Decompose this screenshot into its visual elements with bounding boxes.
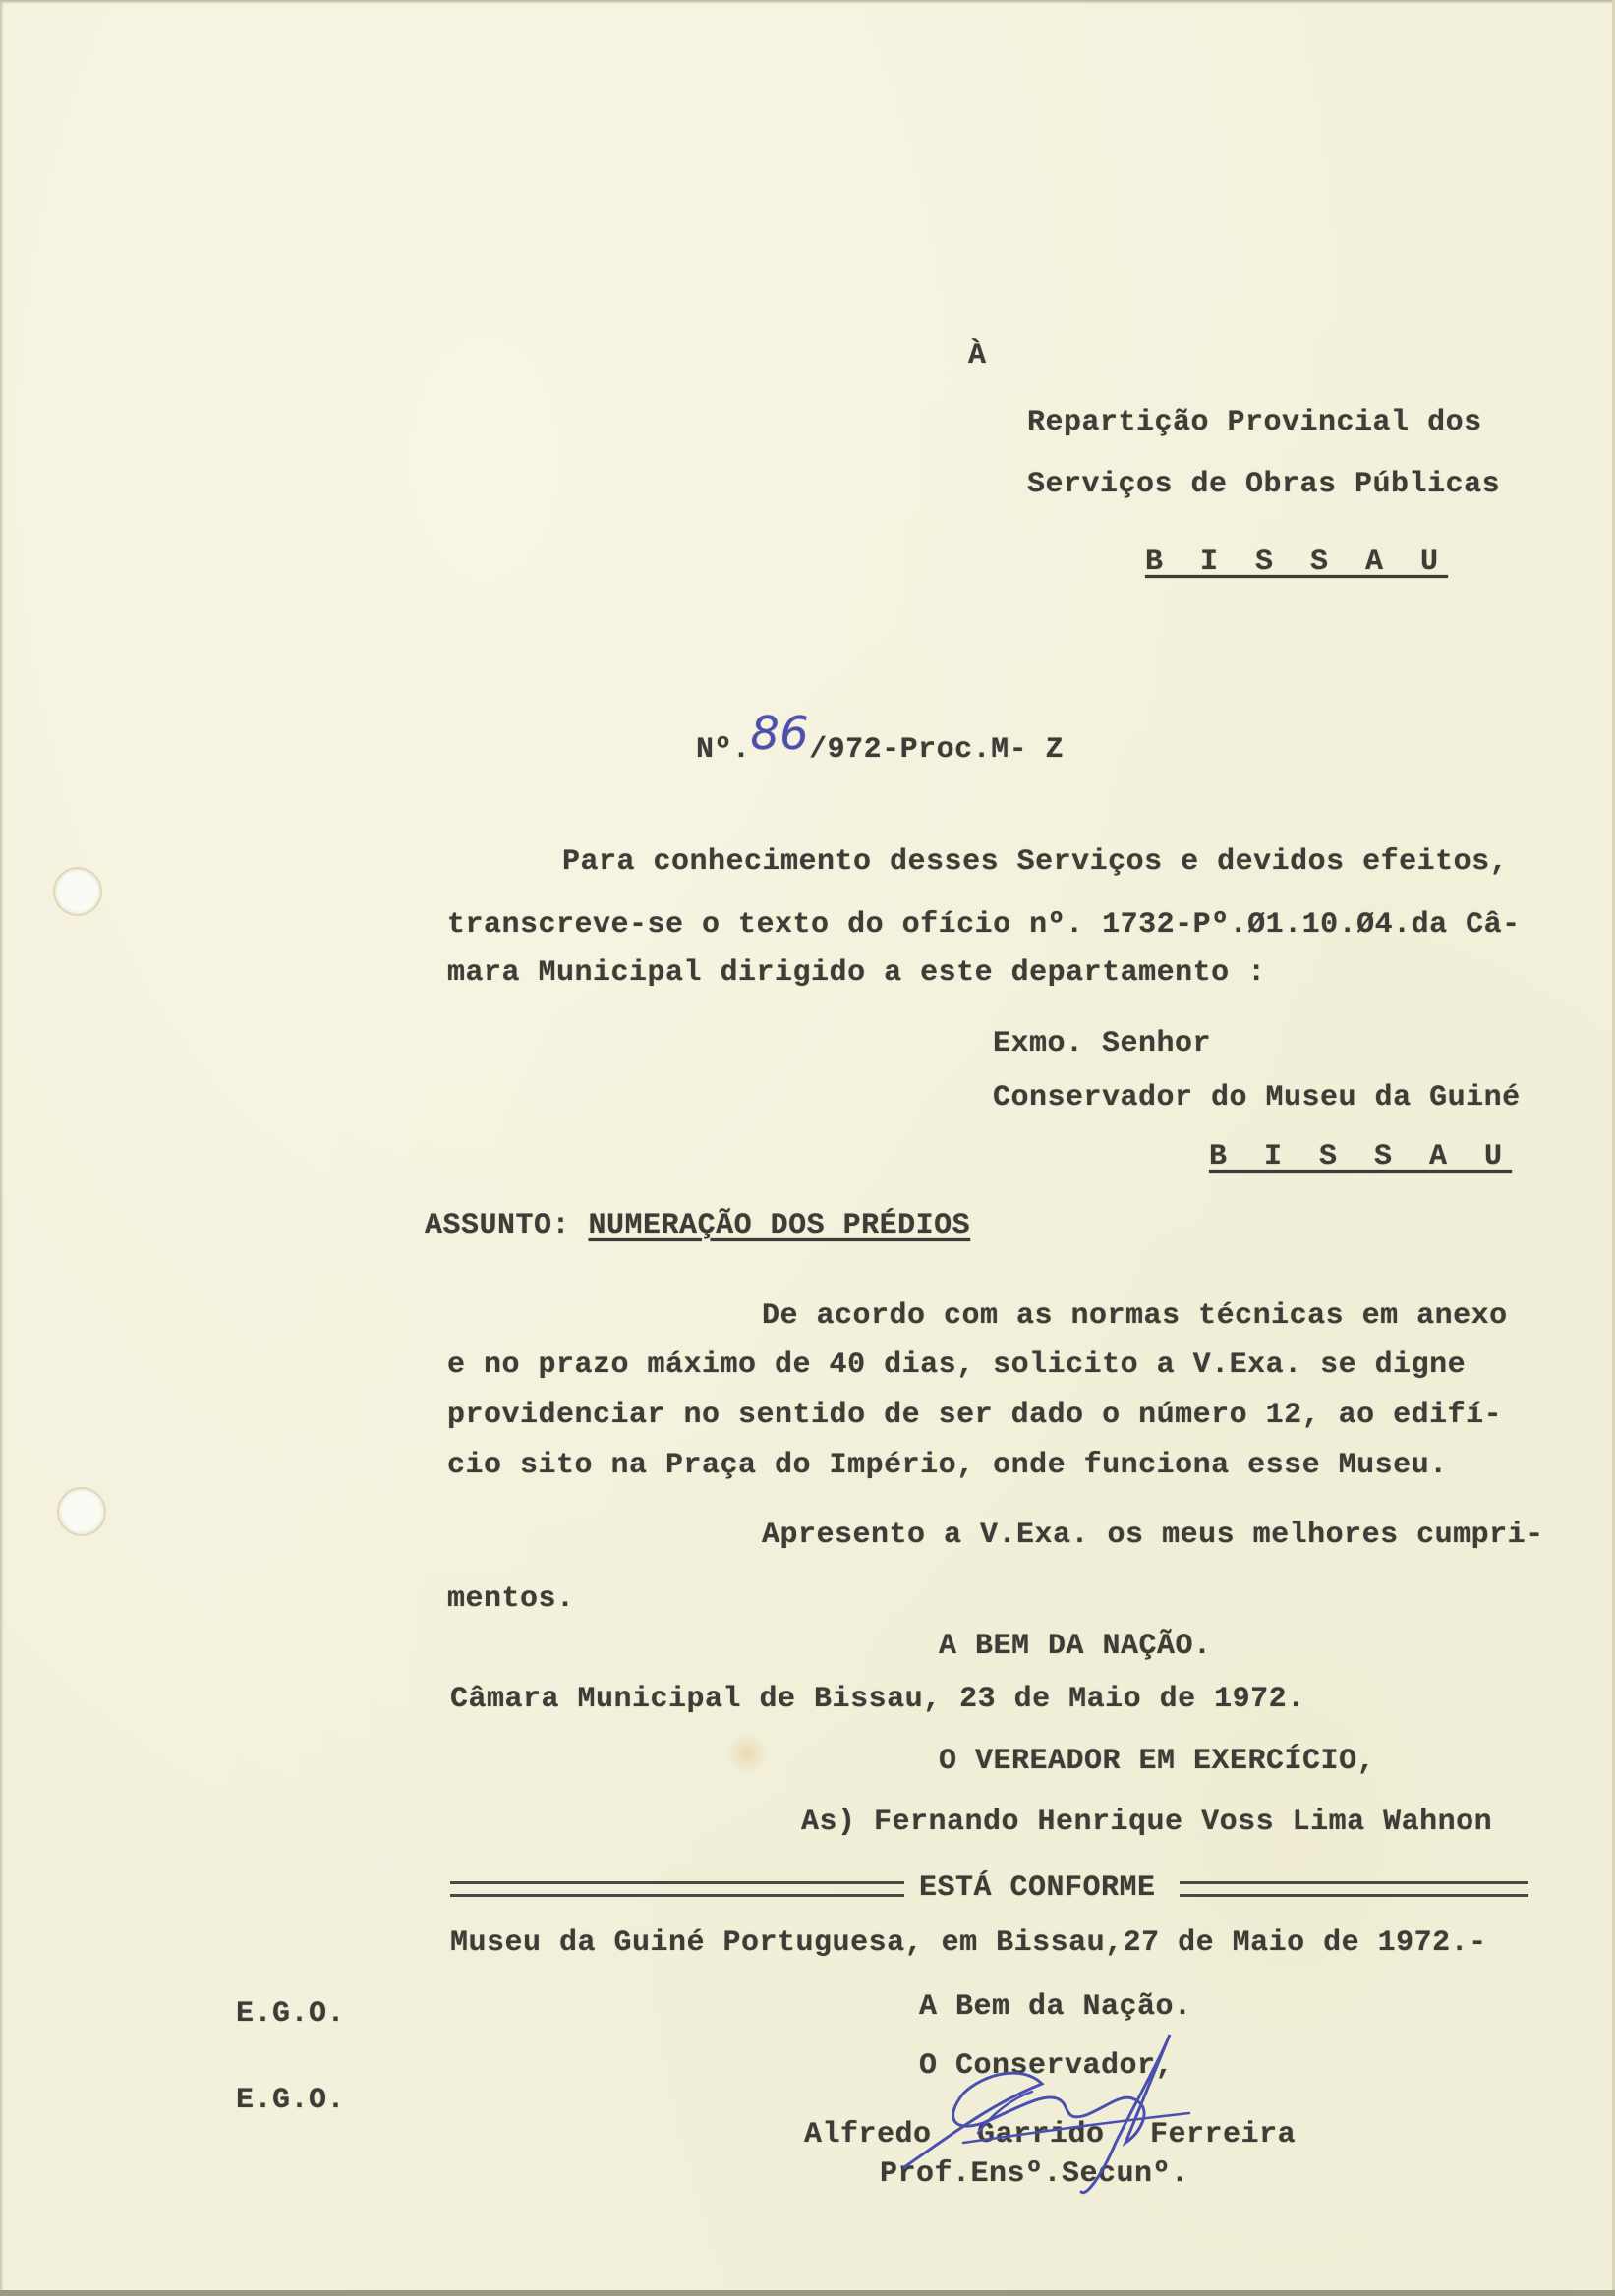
closing-line-2: mentos.: [447, 1582, 575, 1616]
subject-line: [425, 1209, 970, 1242]
addressee-line-1: Repartição Provincial dos: [1027, 406, 1482, 439]
councillor-name: As) Fernando Henrique Voss Lima Wahnon: [801, 1806, 1493, 1839]
margin-note-1: E.G.O.: [236, 1997, 346, 2031]
handwritten-signature: [845, 1995, 1258, 2202]
salutation: Exmo. Senhor: [993, 1027, 1212, 1061]
intro-line-2: transcreve-se o texto do ofício nº. 1732-Pº.Ø1.10.Ø4.da Câ-: [447, 908, 1521, 942]
page-edge-left: [0, 0, 4, 2296]
page-edge-top: [0, 0, 1615, 4]
council-place-date: Câmara Municipal de Bissau, 23 de Maio de 1972.: [450, 1683, 1305, 1716]
closing-line-1: Apresento a V.Exa. os meus melhores cumpri-: [762, 1519, 1544, 1552]
reference-number: [696, 707, 1065, 767]
body-line-4: cio sito na Praça do Império, onde funciona esse Museu.: [447, 1449, 1448, 1482]
certification-rule-left: [450, 1881, 904, 1897]
reference-prefix: Nº.: [696, 733, 751, 767]
museum-place-date: Museu da Guiné Portuguesa, em Bissau,27 de Maio de 1972.-: [450, 1926, 1487, 1960]
margin-note-2: E.G.O.: [236, 2084, 346, 2117]
certification-rule-right: [1180, 1881, 1528, 1897]
body-line-2: e no prazo máximo de 40 dias, solicito a V.Exa. se digne: [447, 1349, 1467, 1382]
addressee-line-2: Serviços de Obras Públicas: [1027, 468, 1501, 501]
addressee-city: B I S S A U: [1145, 545, 1449, 579]
conservator-title: O Conservador,: [919, 2049, 1175, 2083]
certification-label: ESTÁ CONFORME: [919, 1871, 1156, 1905]
body-line-1: De acordo com as normas técnicas em anexo: [762, 1299, 1508, 1333]
addressee-prefix: À: [968, 339, 987, 373]
page-edge-bottom: [0, 2290, 1615, 2296]
body-line-3: providenciar no sentido de ser dado o número 12, ao edifí-: [447, 1399, 1503, 1432]
reference-suffix: /972-Proc.M- Z: [809, 733, 1065, 767]
punch-hole-bottom: [59, 1489, 104, 1534]
recipient: Conservador do Museu da Guiné: [993, 1081, 1521, 1115]
paper-stain: [727, 1732, 767, 1775]
councillor-title: O VEREADOR EM EXERCÍCIO,: [939, 1745, 1376, 1778]
subject-text: NUMERAÇÃO DOS PRÉDIOS: [588, 1209, 971, 1242]
punch-hole-top: [55, 869, 100, 914]
subject-label: ASSUNTO:: [425, 1209, 571, 1242]
intro-line-3: mara Municipal dirigido a este departamento :: [447, 956, 1266, 990]
recipient-city: B I S S A U: [1209, 1140, 1513, 1174]
intro-line-1: Para conhecimento desses Serviços e devidos efeitos,: [562, 845, 1509, 879]
museum-motto: A Bem da Nação.: [919, 1990, 1192, 2024]
conservator-name: Alfredo Garrido Ferreira: [804, 2118, 1297, 2152]
motto-caps: A BEM DA NAÇÃO.: [939, 1630, 1212, 1663]
conservator-qualification: Prof.Ensº.Secunº.: [880, 2157, 1189, 2191]
handwritten-number: 86: [750, 707, 810, 760]
